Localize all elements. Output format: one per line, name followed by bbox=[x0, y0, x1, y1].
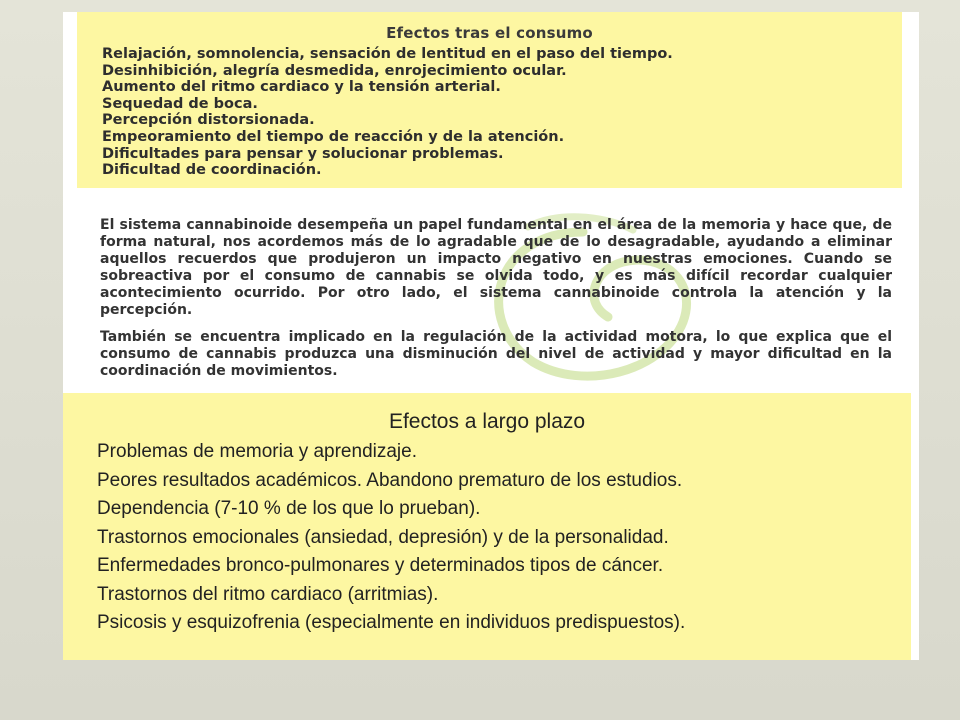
document-page bbox=[63, 12, 919, 660]
list-item: Relajación, somnolencia, sensación de lentitud en el paso del tiempo. bbox=[102, 46, 673, 62]
list-item: Problemas de memoria y aprendizaje. bbox=[97, 441, 417, 462]
effects-after-use-box bbox=[77, 12, 902, 188]
list-item: Empeoramiento del tiempo de reacción y de la atención. bbox=[102, 128, 565, 145]
list-item: Dependencia (7-10 % de los que lo prueban). bbox=[97, 498, 481, 519]
list-item: Desinhibición, alegría desmedida, enrojecimiento ocular. bbox=[102, 62, 567, 79]
long-term-effects-box bbox=[63, 393, 911, 660]
long-term-effects-title: Efectos a largo plazo bbox=[388, 410, 586, 433]
list-item: Percepción distorsionada. bbox=[102, 112, 315, 129]
list-item: Dificultades para pensar y solucionar problemas. bbox=[102, 145, 504, 162]
list-item: Trastornos emocionales (ansiedad, depresión) y de la personalidad. bbox=[97, 526, 669, 548]
list-item: Trastornos del ritmo cardiaco (arritmias). bbox=[97, 583, 439, 605]
motor-activity-paragraph: También se encuentra implicado en la regulación de la actividad motora, lo que explica que el consumo de cannabis produzca una disminución del nivel de actividad y mayor dificultad en la coordinación de movimientos. bbox=[100, 329, 892, 379]
list-item: Dificultad de coordinación. bbox=[102, 162, 322, 179]
list-item: Sequedad de boca. bbox=[102, 95, 258, 112]
memory-paragraph: El sistema cannabinoide desempeña un papel fundamental en el área de la memoria y hace que, de forma natural, nos acordemos más de lo agradable que de lo desagradable, ayudando a eliminar aquellos recuerdos que produjeron un impacto negativo en nuestras emociones. Cuando se sobreactiva por el consumo de cannabis se olvida todo, y es más difícil recordar cualquier acontecimiento ocurrido. Por otro lado, el sistema cannabinoide controla la atención y la percepción. bbox=[100, 217, 892, 318]
list-item: Psicosis y esquizofrenia (especialmente en individuos predispuestos). bbox=[97, 612, 686, 633]
list-item: Peores resultados académicos. Abandono prematuro de los estudios. bbox=[97, 469, 683, 491]
long-term-effects-list bbox=[63, 438, 911, 638]
list-item: Aumento del ritmo cardiaco y la tensión arterial. bbox=[102, 79, 501, 96]
list-item: Enfermedades bronco-pulmonares y determinados tipos de cáncer. bbox=[97, 555, 664, 576]
effects-after-use-title: Efectos tras el consumo bbox=[386, 24, 593, 42]
effects-after-use-list bbox=[77, 46, 902, 179]
